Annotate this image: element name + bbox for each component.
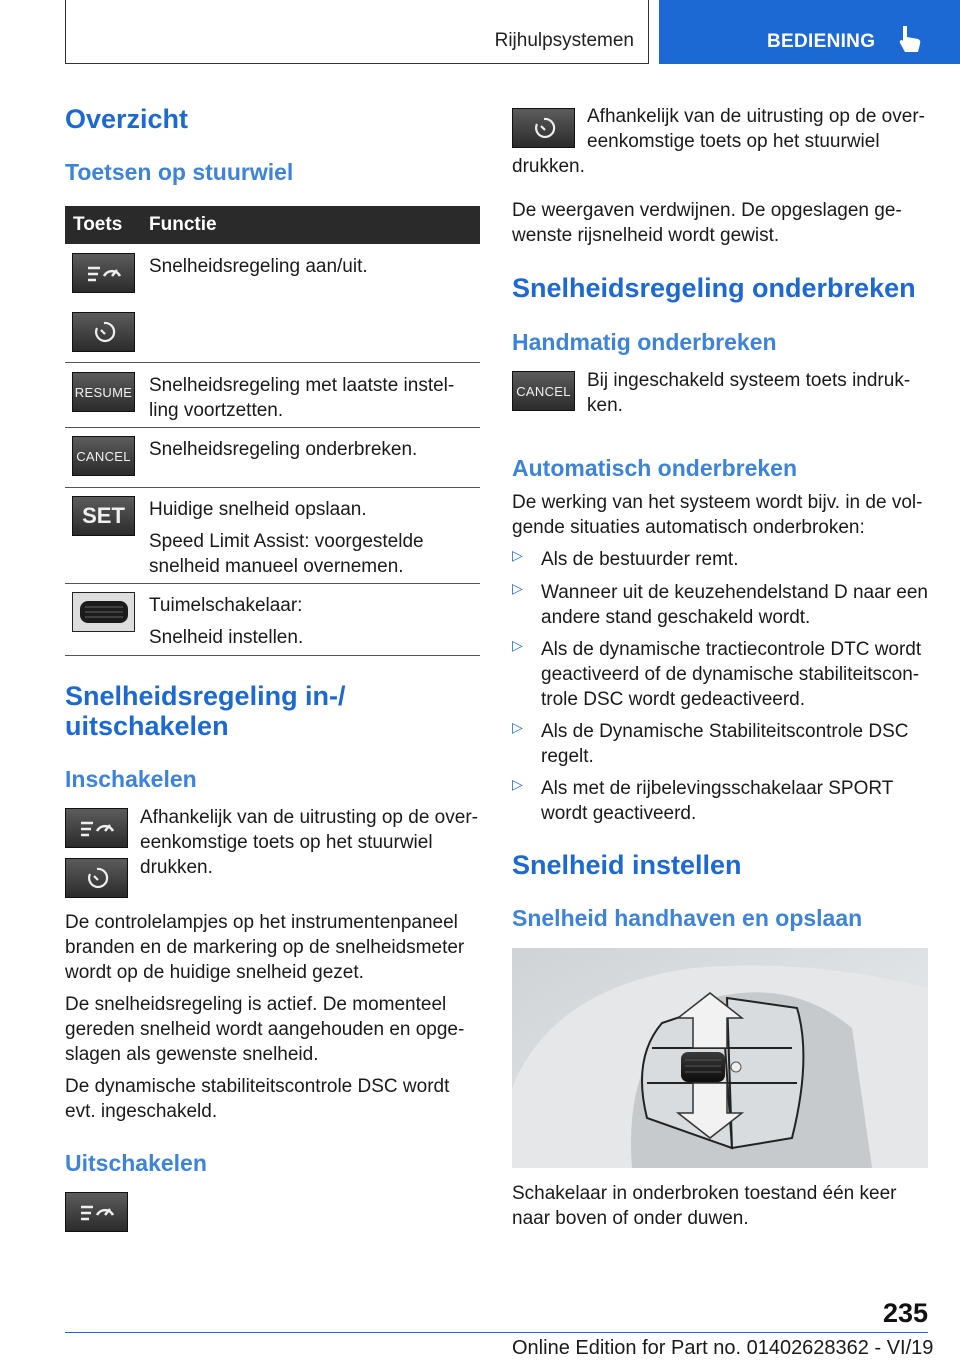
body-text: branden en de markering op de snelheidsmeter xyxy=(65,937,465,958)
bullet-marker: ▷ xyxy=(512,719,523,735)
cancel-button-label: CANCEL xyxy=(516,383,571,399)
heading-set-speed: Snelheid instellen xyxy=(512,850,742,880)
manual-interrupt-text: ken. xyxy=(587,395,623,416)
footer-edition: Online Edition for Part no. 01402628362 - VI/19 xyxy=(512,1337,934,1359)
table-header-row xyxy=(65,206,480,244)
body-text: gereden snelheid wordt aangehouden en opge- xyxy=(65,1019,465,1040)
switch-off-text: Afhankelijk van de uitrusting op de over- xyxy=(587,106,925,127)
heading-keep-speed: Snelheid handhaven en opslaan xyxy=(512,905,863,931)
bullet-text: wordt geactiveerd. xyxy=(541,803,697,824)
cruise-control-icon xyxy=(86,262,122,284)
cruise-control-icon xyxy=(79,817,115,839)
table-divider xyxy=(65,583,480,584)
header-chapter-box[interactable] xyxy=(659,0,960,64)
bullet-text: Als de bestuurder remt. xyxy=(541,549,739,570)
table-row-function: Snelheidsregeling met laatste instel- xyxy=(149,375,455,396)
bullet-text: geactiveerd of de dynamische stabiliteitscon- xyxy=(541,664,920,685)
speed-limit-icon xyxy=(532,116,556,140)
table-row-function: Snelheidsregeling onderbreken. xyxy=(149,439,418,460)
heading-interrupt: Snelheidsregeling onderbreken xyxy=(512,273,916,303)
body-text: De werking van het systeem wordt bijv. in de vol- xyxy=(512,492,923,513)
set-button xyxy=(72,496,135,536)
body-text: De weergaven verdwijnen. De opgeslagen ge- xyxy=(512,200,902,221)
table-row-function: Speed Limit Assist: voorgestelde xyxy=(149,531,424,552)
cruise-control-button xyxy=(65,1192,128,1232)
heading-auto-interrupt: Automatisch onderbreken xyxy=(512,455,797,481)
bullet-text: Wanneer uit de keuzehendelstand D naar een xyxy=(541,582,928,603)
header-section-box xyxy=(65,0,649,64)
bullet-text: Als de dynamische tractiecontrole DTC wordt xyxy=(541,639,922,660)
photo-caption: naar boven of onder duwen. xyxy=(512,1208,749,1229)
resume-button xyxy=(72,372,135,412)
bullet-marker: ▷ xyxy=(512,547,523,563)
bullet-text: Als met de rijbelevingsschakelaar SPORT xyxy=(541,778,894,799)
speed-limit-button xyxy=(512,108,575,148)
heading-switch-off: Uitschakelen xyxy=(65,1150,207,1176)
body-text: wordt op de huidige snelheid gezet. xyxy=(65,962,364,983)
body-text: wenste rijsnelheid wordt gewist. xyxy=(512,225,780,246)
table-row-function: snelheid manueel overnemen. xyxy=(149,556,404,577)
heading-steering-keys: Toetsen op stuurwiel xyxy=(65,159,294,185)
table-header-key: Toets xyxy=(73,214,123,235)
body-text: evt. ingeschakeld. xyxy=(65,1101,218,1122)
body-text: De controlelampjes op het instrumentenpaneel xyxy=(65,912,458,933)
cruise-control-icon xyxy=(79,1201,115,1223)
cruise-control-button xyxy=(65,808,128,848)
table-divider xyxy=(65,487,480,488)
rocker-switch-icon xyxy=(77,598,131,626)
bullet-marker: ▷ xyxy=(512,637,523,653)
footer-divider xyxy=(65,1332,928,1333)
rocker-switch-button xyxy=(72,592,135,632)
bullet-text: regelt. xyxy=(541,746,594,767)
header-chapter-title: BEDIENING xyxy=(767,31,876,52)
speed-limit-button xyxy=(65,858,128,898)
body-text: De dynamische stabiliteitscontrole DSC wordt xyxy=(65,1076,450,1097)
bullet-marker: ▷ xyxy=(512,776,523,792)
bullet-text: Als de Dynamische Stabiliteitscontrole DSC xyxy=(541,721,909,742)
table-row-function: Snelheidsregeling aan/uit. xyxy=(149,256,368,277)
table-divider xyxy=(65,655,480,656)
photo-caption: Schakelaar in onderbroken toestand één keer xyxy=(512,1183,897,1204)
switch-off-text: drukken. xyxy=(512,156,585,177)
table-divider xyxy=(65,427,480,428)
table-row-function: Huidige snelheid opslaan. xyxy=(149,499,367,520)
switch-on-text: Afhankelijk van de uitrusting op de over- xyxy=(140,807,478,828)
table-row-function: ling voortzetten. xyxy=(149,400,284,421)
bullet-text: trole DSC wordt gedeactiveerd. xyxy=(541,689,806,710)
switch-off-text: eenkomstige toets op het stuurwiel xyxy=(587,131,880,152)
cruise-control-button xyxy=(72,253,135,293)
body-text: slagen als gewenste snelheid. xyxy=(65,1044,319,1065)
heading-switch-on: Inschakelen xyxy=(65,766,197,792)
bullet-marker: ▷ xyxy=(512,580,523,596)
cancel-button xyxy=(512,371,575,411)
speed-limit-button xyxy=(72,312,135,352)
table-header-function: Functie xyxy=(149,214,217,235)
keys-table xyxy=(65,206,480,244)
speed-limit-icon xyxy=(85,866,109,890)
steering-wheel-photo xyxy=(512,948,928,1168)
switch-on-text: drukken. xyxy=(140,857,213,878)
resume-button-label: RESUME xyxy=(74,384,133,400)
table-row-function: Tuimelschakelaar: xyxy=(149,595,303,616)
switch-on-text: eenkomstige toets op het stuurwiel xyxy=(140,832,433,853)
heading-cruise-onoff: uitschakelen xyxy=(65,711,229,741)
heading-cruise-onoff: Snelheidsregeling in-/ xyxy=(65,681,346,711)
manual-interrupt-text: Bij ingeschakeld systeem toets indruk- xyxy=(587,370,911,391)
set-button-label: SET xyxy=(82,503,125,528)
page-number: 235 xyxy=(882,1298,928,1328)
bullet-text: andere stand geschakeld wordt. xyxy=(541,607,811,628)
pointing-hand-icon xyxy=(897,24,923,54)
heading-manual-interrupt: Handmatig onderbreken xyxy=(512,329,777,355)
cancel-button xyxy=(72,436,135,476)
speed-limit-icon xyxy=(92,320,116,344)
body-text: De snelheidsregeling is actief. De momenteel xyxy=(65,994,447,1015)
table-divider xyxy=(65,362,480,363)
heading-overview: Overzicht xyxy=(65,104,189,134)
header-section-title: Rijhulpsystemen xyxy=(494,30,634,51)
table-row-function: Snelheid instellen. xyxy=(149,627,304,648)
cancel-button-label: CANCEL xyxy=(76,448,131,464)
body-text: gende situaties automatisch onderbroken: xyxy=(512,517,865,538)
